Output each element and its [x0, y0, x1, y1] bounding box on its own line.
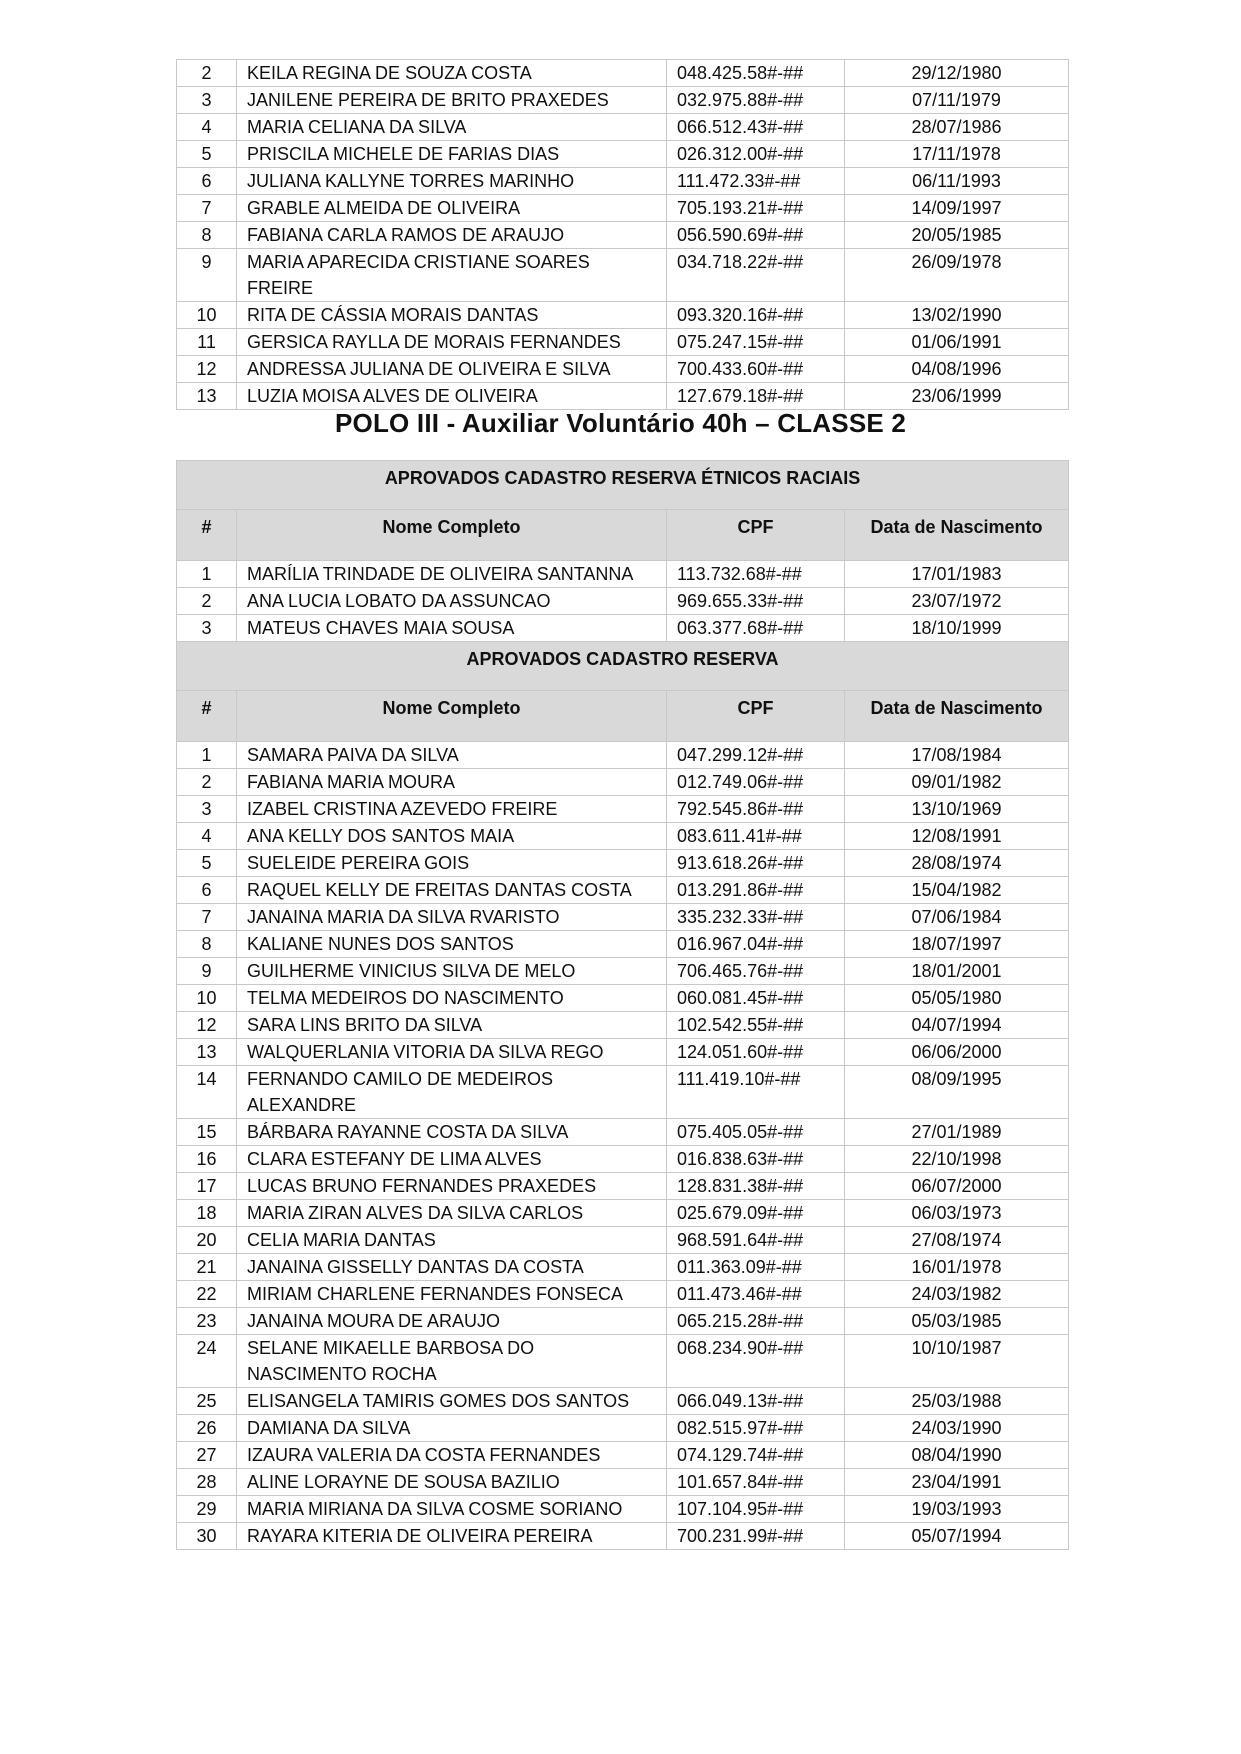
- table-row: [177, 931, 1069, 958]
- row-cpf: 066.512.43#-##: [667, 114, 845, 141]
- row-number: 6: [177, 168, 237, 195]
- column-header-num: #: [177, 691, 237, 742]
- table-row: [177, 769, 1069, 796]
- row-birth-date: 01/06/1991: [845, 329, 1069, 356]
- row-birth-date: 17/01/1983: [845, 561, 1069, 588]
- row-cpf: 074.129.74#-##: [667, 1442, 845, 1469]
- row-birth-date: 09/01/1982: [845, 769, 1069, 796]
- row-cpf: 012.749.06#-##: [667, 769, 845, 796]
- row-name: FABIANA CARLA RAMOS DE ARAUJO: [237, 222, 667, 249]
- row-number: 3: [177, 87, 237, 114]
- row-cpf: 111.419.10#-##: [667, 1066, 845, 1119]
- continued-list-table: [176, 59, 1069, 410]
- row-name: JANAINA GISSELLY DANTAS DA COSTA: [237, 1254, 667, 1281]
- table-row: [177, 1012, 1069, 1039]
- column-header-row: [177, 691, 1069, 742]
- table-row: [177, 796, 1069, 823]
- row-number: 5: [177, 850, 237, 877]
- row-cpf: 124.051.60#-##: [667, 1039, 845, 1066]
- row-cpf: 128.831.38#-##: [667, 1173, 845, 1200]
- table-row: [177, 195, 1069, 222]
- row-birth-date: 05/05/1980: [845, 985, 1069, 1012]
- row-number: 11: [177, 329, 237, 356]
- row-birth-date: 23/07/1972: [845, 588, 1069, 615]
- table-row: [177, 615, 1069, 642]
- row-name: SAMARA PAIVA DA SILVA: [237, 742, 667, 769]
- row-number: 12: [177, 1012, 237, 1039]
- row-cpf: 968.591.64#-##: [667, 1227, 845, 1254]
- row-number: 13: [177, 383, 237, 410]
- classe-2-body: [177, 461, 1069, 1550]
- table-row: [177, 249, 1069, 302]
- row-number: 26: [177, 1415, 237, 1442]
- row-name: RITA DE CÁSSIA MORAIS DANTAS: [237, 302, 667, 329]
- row-cpf: 107.104.95#-##: [667, 1496, 845, 1523]
- table-row: [177, 1496, 1069, 1523]
- row-birth-date: 28/07/1986: [845, 114, 1069, 141]
- row-number: 3: [177, 615, 237, 642]
- row-birth-date: 23/06/1999: [845, 383, 1069, 410]
- table-row: [177, 877, 1069, 904]
- row-cpf: 060.081.45#-##: [667, 985, 845, 1012]
- row-birth-date: 04/08/1996: [845, 356, 1069, 383]
- row-cpf: 016.838.63#-##: [667, 1146, 845, 1173]
- table-row: [177, 958, 1069, 985]
- row-cpf: 913.618.26#-##: [667, 850, 845, 877]
- table-row: [177, 168, 1069, 195]
- row-birth-date: 14/09/1997: [845, 195, 1069, 222]
- column-header-name: Nome Completo: [237, 691, 667, 742]
- row-name: PRISCILA MICHELE DE FARIAS DIAS: [237, 141, 667, 168]
- row-name: MARIA MIRIANA DA SILVA COSME SORIANO: [237, 1496, 667, 1523]
- row-name: GRABLE ALMEIDA DE OLIVEIRA: [237, 195, 667, 222]
- row-number: 27: [177, 1442, 237, 1469]
- row-cpf: 127.679.18#-##: [667, 383, 845, 410]
- row-number: 23: [177, 1308, 237, 1335]
- row-number: 1: [177, 561, 237, 588]
- row-cpf: 705.193.21#-##: [667, 195, 845, 222]
- row-name: RAQUEL KELLY DE FREITAS DANTAS COSTA: [237, 877, 667, 904]
- row-name: LUCAS BRUNO FERNANDES PRAXEDES: [237, 1173, 667, 1200]
- row-number: 2: [177, 588, 237, 615]
- row-number: 8: [177, 222, 237, 249]
- row-birth-date: 28/08/1974: [845, 850, 1069, 877]
- row-name: KALIANE NUNES DOS SANTOS: [237, 931, 667, 958]
- row-name: CELIA MARIA DANTAS: [237, 1227, 667, 1254]
- table-row: [177, 356, 1069, 383]
- table-row: [177, 87, 1069, 114]
- table-row: [177, 1173, 1069, 1200]
- row-cpf: 034.718.22#-##: [667, 249, 845, 302]
- row-number: 3: [177, 796, 237, 823]
- row-name: CLARA ESTEFANY DE LIMA ALVES: [237, 1146, 667, 1173]
- row-number: 18: [177, 1200, 237, 1227]
- row-number: 8: [177, 931, 237, 958]
- row-cpf: 068.234.90#-##: [667, 1335, 845, 1388]
- row-cpf: 792.545.86#-##: [667, 796, 845, 823]
- row-name: MATEUS CHAVES MAIA SOUSA: [237, 615, 667, 642]
- column-header-cpf: CPF: [667, 691, 845, 742]
- table-row: [177, 823, 1069, 850]
- table-row: [177, 1227, 1069, 1254]
- row-name: FERNANDO CAMILO DE MEDEIROS ALEXANDRE: [237, 1066, 667, 1119]
- row-birth-date: 29/12/1980: [845, 60, 1069, 87]
- row-number: 1: [177, 742, 237, 769]
- row-number: 6: [177, 877, 237, 904]
- row-birth-date: 07/11/1979: [845, 87, 1069, 114]
- row-cpf: 048.425.58#-##: [667, 60, 845, 87]
- column-header-date: Data de Nascimento: [845, 510, 1069, 561]
- row-name: JANAINA MOURA DE ARAUJO: [237, 1308, 667, 1335]
- row-birth-date: 08/04/1990: [845, 1442, 1069, 1469]
- table-row: [177, 1066, 1069, 1119]
- row-cpf: 706.465.76#-##: [667, 958, 845, 985]
- row-number: 16: [177, 1146, 237, 1173]
- row-birth-date: 18/10/1999: [845, 615, 1069, 642]
- table-row: [177, 985, 1069, 1012]
- row-birth-date: 15/04/1982: [845, 877, 1069, 904]
- row-number: 13: [177, 1039, 237, 1066]
- table-row: [177, 1469, 1069, 1496]
- row-birth-date: 06/03/1973: [845, 1200, 1069, 1227]
- row-birth-date: 10/10/1987: [845, 1335, 1069, 1388]
- row-name: RAYARA KITERIA DE OLIVEIRA PEREIRA: [237, 1523, 667, 1550]
- row-name: MIRIAM CHARLENE FERNANDES FONSECA: [237, 1281, 667, 1308]
- row-birth-date: 07/06/1984: [845, 904, 1069, 931]
- row-name: FABIANA MARIA MOURA: [237, 769, 667, 796]
- table-row: [177, 1146, 1069, 1173]
- table-row: [177, 1039, 1069, 1066]
- row-name: MARÍLIA TRINDADE DE OLIVEIRA SANTANNA: [237, 561, 667, 588]
- table-row: [177, 1388, 1069, 1415]
- table-row: [177, 114, 1069, 141]
- column-header-num: #: [177, 510, 237, 561]
- row-number: 30: [177, 1523, 237, 1550]
- row-name: ALINE LORAYNE DE SOUSA BAZILIO: [237, 1469, 667, 1496]
- column-header-date: Data de Nascimento: [845, 691, 1069, 742]
- row-number: 14: [177, 1066, 237, 1119]
- row-number: 25: [177, 1388, 237, 1415]
- row-cpf: 011.363.09#-##: [667, 1254, 845, 1281]
- row-number: 17: [177, 1173, 237, 1200]
- row-number: 2: [177, 769, 237, 796]
- row-number: 29: [177, 1496, 237, 1523]
- row-cpf: 700.433.60#-##: [667, 356, 845, 383]
- row-name: MARIA ZIRAN ALVES DA SILVA CARLOS: [237, 1200, 667, 1227]
- row-number: 15: [177, 1119, 237, 1146]
- row-birth-date: 06/07/2000: [845, 1173, 1069, 1200]
- table-row: [177, 1442, 1069, 1469]
- row-name: JULIANA KALLYNE TORRES MARINHO: [237, 168, 667, 195]
- column-header-cpf: CPF: [667, 510, 845, 561]
- row-birth-date: 19/03/1993: [845, 1496, 1069, 1523]
- row-name: KEILA REGINA DE SOUZA COSTA: [237, 60, 667, 87]
- row-cpf: 093.320.16#-##: [667, 302, 845, 329]
- table-row: [177, 1119, 1069, 1146]
- row-cpf: 700.231.99#-##: [667, 1523, 845, 1550]
- row-name: SUELEIDE PEREIRA GOIS: [237, 850, 667, 877]
- row-number: 22: [177, 1281, 237, 1308]
- row-name: ANA LUCIA LOBATO DA ASSUNCAO: [237, 588, 667, 615]
- table-row: [177, 742, 1069, 769]
- row-name: JANAINA MARIA DA SILVA RVARISTO: [237, 904, 667, 931]
- table-row: [177, 302, 1069, 329]
- row-birth-date: 16/01/1978: [845, 1254, 1069, 1281]
- row-birth-date: 18/07/1997: [845, 931, 1069, 958]
- row-name: MARIA APARECIDA CRISTIANE SOARES FREIRE: [237, 249, 667, 302]
- row-cpf: 969.655.33#-##: [667, 588, 845, 615]
- table-row: [177, 141, 1069, 168]
- row-number: 4: [177, 823, 237, 850]
- row-name: TELMA MEDEIROS DO NASCIMENTO: [237, 985, 667, 1012]
- table-row: [177, 1523, 1069, 1550]
- row-cpf: 102.542.55#-##: [667, 1012, 845, 1039]
- table-row: [177, 60, 1069, 87]
- table-row: [177, 850, 1069, 877]
- row-cpf: 075.247.15#-##: [667, 329, 845, 356]
- row-birth-date: 27/01/1989: [845, 1119, 1069, 1146]
- row-cpf: 101.657.84#-##: [667, 1469, 845, 1496]
- row-number: 20: [177, 1227, 237, 1254]
- row-cpf: 032.975.88#-##: [667, 87, 845, 114]
- continued-list-body: [177, 60, 1069, 410]
- row-number: 7: [177, 195, 237, 222]
- row-number: 12: [177, 356, 237, 383]
- row-number: 5: [177, 141, 237, 168]
- row-cpf: 016.967.04#-##: [667, 931, 845, 958]
- section-heading-row: [177, 461, 1069, 510]
- row-name: LUZIA MOISA ALVES DE OLIVEIRA: [237, 383, 667, 410]
- row-name: ANA KELLY DOS SANTOS MAIA: [237, 823, 667, 850]
- row-cpf: 065.215.28#-##: [667, 1308, 845, 1335]
- section-heading-row: [177, 642, 1069, 691]
- row-number: 9: [177, 958, 237, 985]
- row-cpf: 047.299.12#-##: [667, 742, 845, 769]
- section-heading-etnicos: APROVADOS CADASTRO RESERVA ÉTNICOS RACIAIS: [177, 461, 1069, 510]
- table-row: [177, 1254, 1069, 1281]
- row-name: GUILHERME VINICIUS SILVA DE MELO: [237, 958, 667, 985]
- row-birth-date: 25/03/1988: [845, 1388, 1069, 1415]
- row-name: MARIA CELIANA DA SILVA: [237, 114, 667, 141]
- page-title: POLO III - Auxiliar Voluntário 40h – CLASSE 2: [335, 408, 906, 438]
- row-birth-date: 04/07/1994: [845, 1012, 1069, 1039]
- table-row: [177, 588, 1069, 615]
- row-number: 28: [177, 1469, 237, 1496]
- row-name: GERSICA RAYLLA DE MORAIS FERNANDES: [237, 329, 667, 356]
- row-cpf: 011.473.46#-##: [667, 1281, 845, 1308]
- row-birth-date: 26/09/1978: [845, 249, 1069, 302]
- table-row: [177, 222, 1069, 249]
- row-name: ANDRESSA JULIANA DE OLIVEIRA E SILVA: [237, 356, 667, 383]
- row-name: WALQUERLANIA VITORIA DA SILVA REGO: [237, 1039, 667, 1066]
- row-name: SELANE MIKAELLE BARBOSA DO NASCIMENTO ROCHA: [237, 1335, 667, 1388]
- row-number: 24: [177, 1335, 237, 1388]
- row-name: JANILENE PEREIRA DE BRITO PRAXEDES: [237, 87, 667, 114]
- row-cpf: 082.515.97#-##: [667, 1415, 845, 1442]
- row-cpf: 025.679.09#-##: [667, 1200, 845, 1227]
- row-birth-date: 27/08/1974: [845, 1227, 1069, 1254]
- row-birth-date: 06/06/2000: [845, 1039, 1069, 1066]
- row-number: 7: [177, 904, 237, 931]
- row-birth-date: 17/08/1984: [845, 742, 1069, 769]
- table-row: [177, 561, 1069, 588]
- row-number: 21: [177, 1254, 237, 1281]
- row-birth-date: 12/08/1991: [845, 823, 1069, 850]
- row-birth-date: 22/10/1998: [845, 1146, 1069, 1173]
- row-name: ELISANGELA TAMIRIS GOMES DOS SANTOS: [237, 1388, 667, 1415]
- row-birth-date: 06/11/1993: [845, 168, 1069, 195]
- row-birth-date: 20/05/1985: [845, 222, 1069, 249]
- row-birth-date: 24/03/1990: [845, 1415, 1069, 1442]
- classe-2-table: [176, 460, 1069, 1550]
- row-number: 10: [177, 985, 237, 1012]
- row-name: BÁRBARA RAYANNE COSTA DA SILVA: [237, 1119, 667, 1146]
- table-row: [177, 329, 1069, 356]
- row-cpf: 063.377.68#-##: [667, 615, 845, 642]
- table-row: [177, 904, 1069, 931]
- table-row: [177, 1415, 1069, 1442]
- row-name: DAMIANA DA SILVA: [237, 1415, 667, 1442]
- table-row: [177, 1281, 1069, 1308]
- row-birth-date: 08/09/1995: [845, 1066, 1069, 1119]
- row-number: 9: [177, 249, 237, 302]
- row-birth-date: 05/07/1994: [845, 1523, 1069, 1550]
- section-heading-reserva: APROVADOS CADASTRO RESERVA: [177, 642, 1069, 691]
- row-number: 10: [177, 302, 237, 329]
- table-row: [177, 1335, 1069, 1388]
- row-birth-date: 18/01/2001: [845, 958, 1069, 985]
- column-header-name: Nome Completo: [237, 510, 667, 561]
- row-cpf: 013.291.86#-##: [667, 877, 845, 904]
- row-birth-date: 13/02/1990: [845, 302, 1069, 329]
- row-cpf: 075.405.05#-##: [667, 1119, 845, 1146]
- row-cpf: 113.732.68#-##: [667, 561, 845, 588]
- row-birth-date: 17/11/1978: [845, 141, 1069, 168]
- row-name: IZABEL CRISTINA AZEVEDO FREIRE: [237, 796, 667, 823]
- row-cpf: 026.312.00#-##: [667, 141, 845, 168]
- row-number: 2: [177, 60, 237, 87]
- row-name: IZAURA VALERIA DA COSTA FERNANDES: [237, 1442, 667, 1469]
- row-cpf: 083.611.41#-##: [667, 823, 845, 850]
- column-header-row: [177, 510, 1069, 561]
- row-cpf: 066.049.13#-##: [667, 1388, 845, 1415]
- row-cpf: 111.472.33#-##: [667, 168, 845, 195]
- row-cpf: 056.590.69#-##: [667, 222, 845, 249]
- row-name: SARA LINS BRITO DA SILVA: [237, 1012, 667, 1039]
- row-birth-date: 05/03/1985: [845, 1308, 1069, 1335]
- row-birth-date: 24/03/1982: [845, 1281, 1069, 1308]
- row-birth-date: 23/04/1991: [845, 1469, 1069, 1496]
- row-birth-date: 13/10/1969: [845, 796, 1069, 823]
- row-number: 4: [177, 114, 237, 141]
- table-row: [177, 383, 1069, 410]
- row-cpf: 335.232.33#-##: [667, 904, 845, 931]
- table-row: [177, 1200, 1069, 1227]
- table-row: [177, 1308, 1069, 1335]
